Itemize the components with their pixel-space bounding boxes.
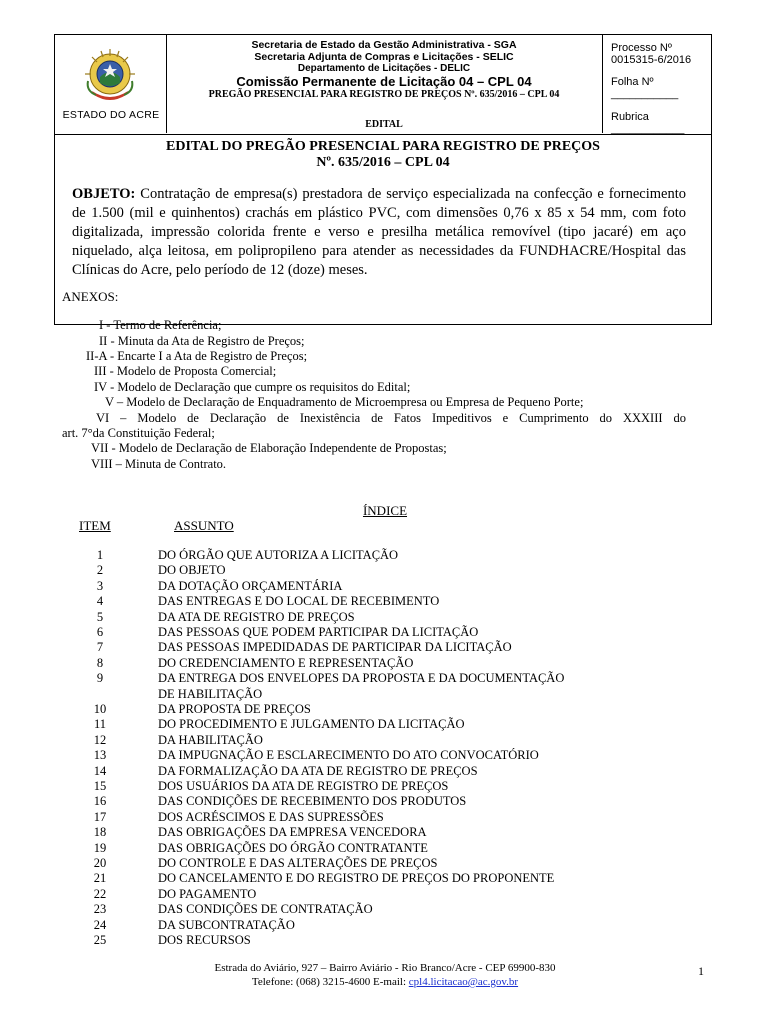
footer-email-link[interactable]: cpl4.licitacao@ac.gov.br [408,976,519,988]
index-item-number: 3 [96,578,104,593]
index-item-subject-continued: DE HABILITAÇÃO [158,686,263,701]
annex-item: V – Modelo de Declaração de Enquadramento de Microempresa ou Empresa de Pequeno Porte; [105,395,584,409]
annex-item: IV - Modelo de Declaração que cumpre os requisitos do Edital; [94,380,411,394]
logo-cell [55,35,167,133]
header-line-3: Departamento de Licitações - DELIC [297,63,471,74]
annex-item: II-A - Encarte I a Ata de Registro de Preços; [86,349,308,363]
index-item-number: 12 [93,732,107,747]
object-text: Contratação de empresa(s) prestadora de serviço especializada na confecção e fornecimento de 1.500 (mil e quinhentos) crachás em plástico PVC, com dimensões 0,76 x 85 x 54 mm, com foto digitalizada, impressão colorida frente e verso e presilha metálica removível (tipo jacaré) em aço niquelado, alça leitosa, em polipropileno para atender as necessidades da FUNDHACRE/Hospital das Clínicas do Acre, pelo período de 12 (doze) meses. [72,186,687,278]
annex-item: VIII – Minuta de Contrato. [91,457,227,471]
index-item-subject: DAS CONDIÇÕES DE RECEBIMENTO DOS PRODUTOS [158,794,467,809]
index-item-number: 10 [93,702,107,716]
index-item-subject: DAS PESSOAS IMPEDIDADAS DE PARTICIPAR DA LICITAÇÃO [158,640,512,655]
header-right [603,35,711,133]
index-item-subject: DO PROCEDIMENTO E JULGAMENTO DA LICITAÇÃO [158,717,465,732]
header-center [166,35,603,133]
index-item-number: 13 [93,748,107,763]
index-item-subject: DA ATA DE REGISTRO DE PREÇOS [158,609,355,624]
index-item-number: 5 [96,609,104,624]
object-paragraph [72,185,686,280]
index-item-number: 2 [96,563,104,578]
index-item-number: 16 [93,794,107,809]
index-item-subject: DA ENTREGA DOS ENVELOPES DA PROPOSTA E DA DOCUMENTAÇÃO [158,671,565,686]
footer-address: Estrada do Aviário, 927 – Bairro Aviário - Rio Branco/Acre - CEP 69900-830 [214,962,556,974]
annex-item: I - Termo de Referência; [99,318,222,332]
index-item-subject: DO CONTROLE E DAS ALTERAÇÕES DE PREÇOS [158,856,438,870]
index-item-subject: DAS CONDIÇÕES DE CONTRATAÇÃO [158,902,373,917]
index-item-subject: DA PROPOSTA DE PREÇOS [158,702,311,716]
process-number: Processo Nº 0015315-6/2016 [611,42,692,66]
index-item-subject: DO CREDENCIAMENTO E REPRESENTAÇÃO [158,655,414,670]
index-item-subject: DA DOTAÇÃO ORÇAMENTÁRIA [158,578,343,593]
index-item-number: 25 [93,933,107,947]
index-item-subject: DAS PESSOAS QUE PODEM PARTICIPAR DA LICITAÇÃO [158,625,479,639]
index-item-number: 17 [93,809,107,824]
index-item-number: 9 [96,671,104,686]
annexes-heading: ANEXOS: [62,289,119,304]
index-item-number: 18 [93,825,107,840]
index-item-number: 6 [96,625,104,639]
index-item-subject: DA FORMALIZAÇÃO DA ATA DE REGISTRO DE PREÇOS [158,763,478,778]
index-item-subject: DO OBJETO [158,563,226,578]
index-item-number: 1 [96,548,104,562]
index-item-subject: DA IMPUGNAÇÃO E ESCLARECIMENTO DO ATO CONVOCATÓRIO [158,748,539,763]
index-item-number: 22 [93,886,107,901]
document-header [54,34,712,135]
index-item-number: 4 [96,594,104,609]
header-line-1: Secretaria de Estado da Gestão Administrativa - SGA [251,39,517,51]
index-item-subject: DOS ACRÉSCIMOS E DAS SUPRESSÕES [158,809,384,824]
index-item-number: 19 [93,840,107,855]
index-item-subject: DAS OBRIGAÇÕES DA EMPRESA VENCEDORA [158,825,427,840]
index-col-item: ITEM [79,518,111,533]
object-label: OBJETO: [72,186,136,202]
index-item-number: 11 [93,717,107,732]
header-line-6: EDITAL [365,119,403,130]
annex-item: II - Minuta da Ata de Registro de Preços; [99,334,305,348]
header-line-4: Comissão Permanente de Licitação 04 – CPL 04 [236,74,532,89]
index-item-subject: DAS ENTREGAS E DO LOCAL DE RECEBIMENTO [158,594,440,609]
index-item-subject: DA SUBCONTRATAÇÃO [158,917,295,932]
index-item-number: 8 [96,655,104,670]
annex-item: VI – Modelo de Declaração de Inexistência de Fatos Impeditivos e Cumprimento do XXXIII do [96,411,686,425]
index-item-subject: DA HABILITAÇÃO [158,732,263,747]
header-line-5: PREGÃO PRESENCIAL PARA REGISTRO DE PREÇOS Nº. 635/2016 – CPL 04 [208,89,560,100]
index-item-number: 15 [93,779,107,793]
index-item-subject: DAS OBRIGAÇÕES DO ÓRGÃO CONTRATANTE [158,840,428,855]
index-item-subject: DO PAGAMENTO [158,886,257,901]
footer-contact [0,976,770,988]
footer-phone: Telefone: (068) 3215-4600 E-mail: [251,976,407,988]
index-item-number: 20 [93,856,107,870]
index-item-number: 14 [93,763,107,778]
index-title: ÍNDICE [362,503,408,518]
annex-item: III - Modelo de Proposta Comercial; [94,364,277,378]
index-item-subject: DOS USUÁRIOS DA ATA DE REGISTRO DE PREÇOS [158,779,449,793]
index-item-number: 21 [93,871,107,886]
document-title-line-1: EDITAL DO PREGÃO PRESENCIAL PARA REGISTRO DE PREÇOS [166,139,600,154]
page-number: 1 [698,964,704,978]
document-title-line-2: Nº. 635/2016 – CPL 04 [316,155,450,170]
index-col-subject: ASSUNTO [174,518,234,533]
annex-item: VII - Modelo de Declaração de Elaboração Independente de Propostas; [91,441,447,455]
index-item-number: 7 [96,640,104,655]
index-item-subject: DO ÓRGÃO QUE AUTORIZA A LICITAÇÃO [158,548,399,562]
annex-item: art. 7°da Constituição Federal; [62,426,215,440]
state-name: ESTADO DO ACRE [62,109,160,121]
signature-initials: Rubrica ____________ [611,111,685,135]
sheet-number: Folha Nº ___________ [611,76,679,100]
index-item-number: 24 [93,917,107,932]
index-item-subject: DO CANCELAMENTO E DO REGISTRO DE PREÇOS DO PROPONENTE [158,871,555,886]
state-coat-of-arms-icon [82,47,138,105]
index-item-subject: DOS RECURSOS [158,933,251,947]
index-item-number: 23 [93,902,107,917]
header-line-2: Secretaria Adjunta de Compras e Licitações - SELIC [254,51,514,63]
